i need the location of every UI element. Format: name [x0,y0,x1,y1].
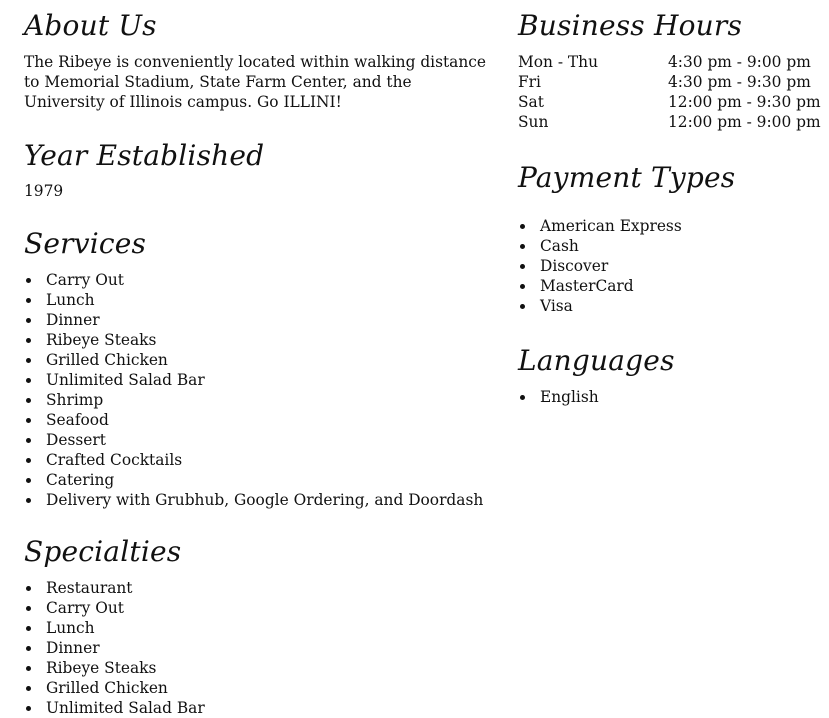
year-value: 1979 [24,182,64,200]
hours-day: Sat [518,93,544,111]
list-item: American Express [518,216,735,236]
list-item: Dinner [24,638,205,658]
list-item: Crafted Cocktails [24,450,483,470]
languages-heading: Languages [518,344,675,377]
hours-day: Mon - Thu [518,53,599,71]
specialties-section [24,534,205,718]
about-heading: About Us [24,9,157,42]
hours-day: Sun [518,113,549,131]
hours-row [518,52,823,72]
payment-section [518,160,735,316]
list-item: Shrimp [24,390,483,410]
list-item: Unlimited Salad Bar [24,698,205,718]
services-heading: Services [24,227,147,260]
services-list [24,270,483,510]
list-item: Grilled Chicken [24,678,205,698]
list-item: Dinner [24,310,483,330]
languages-section [518,343,675,407]
list-item: Unlimited Salad Bar [24,370,483,390]
services-section [24,226,483,510]
list-item: Catering [24,470,483,490]
payment-list [518,216,735,316]
list-item: English [518,387,675,407]
list-item: Carry Out [24,270,483,290]
list-item: Ribeye Steaks [24,658,205,678]
list-item: Discover [518,256,735,276]
payment-heading: Payment Types [518,161,736,194]
list-item: Cash [518,236,735,256]
list-item: Ribeye Steaks [24,330,483,350]
year-heading: Year Established [24,139,265,172]
hours-section [518,8,823,132]
list-item: Carry Out [24,598,205,618]
hours-day: Fri [518,73,541,91]
list-item: Visa [518,296,735,316]
hours-time: 12:00 pm - 9:00 pm [668,113,821,131]
year-section [24,138,264,201]
hours-time: 12:00 pm - 9:30 pm [668,93,821,111]
about-text: The Ribeye is conveniently located within walking distance to Memorial Stadium, State Farm Center, and the University of Illinois campus. Go ILLINI! [24,53,486,111]
hours-row [518,72,823,92]
hours-row [518,112,823,132]
hours-table [518,52,823,132]
list-item: Dessert [24,430,483,450]
hours-heading: Business Hours [518,9,743,42]
list-item: Lunch [24,290,483,310]
list-item: Restaurant [24,578,205,598]
list-item: MasterCard [518,276,735,296]
hours-row [518,92,823,112]
hours-time: 4:30 pm - 9:30 pm [668,73,811,91]
languages-list [518,387,675,407]
list-item: Seafood [24,410,483,430]
specialties-list [24,578,205,718]
list-item: Lunch [24,618,205,638]
specialties-heading: Specialties [24,535,182,568]
hours-time: 4:30 pm - 9:00 pm [668,53,811,71]
about-section [24,8,494,112]
list-item: Delivery with Grubhub, Google Ordering, and Doordash [24,490,483,510]
list-item: Grilled Chicken [24,350,483,370]
